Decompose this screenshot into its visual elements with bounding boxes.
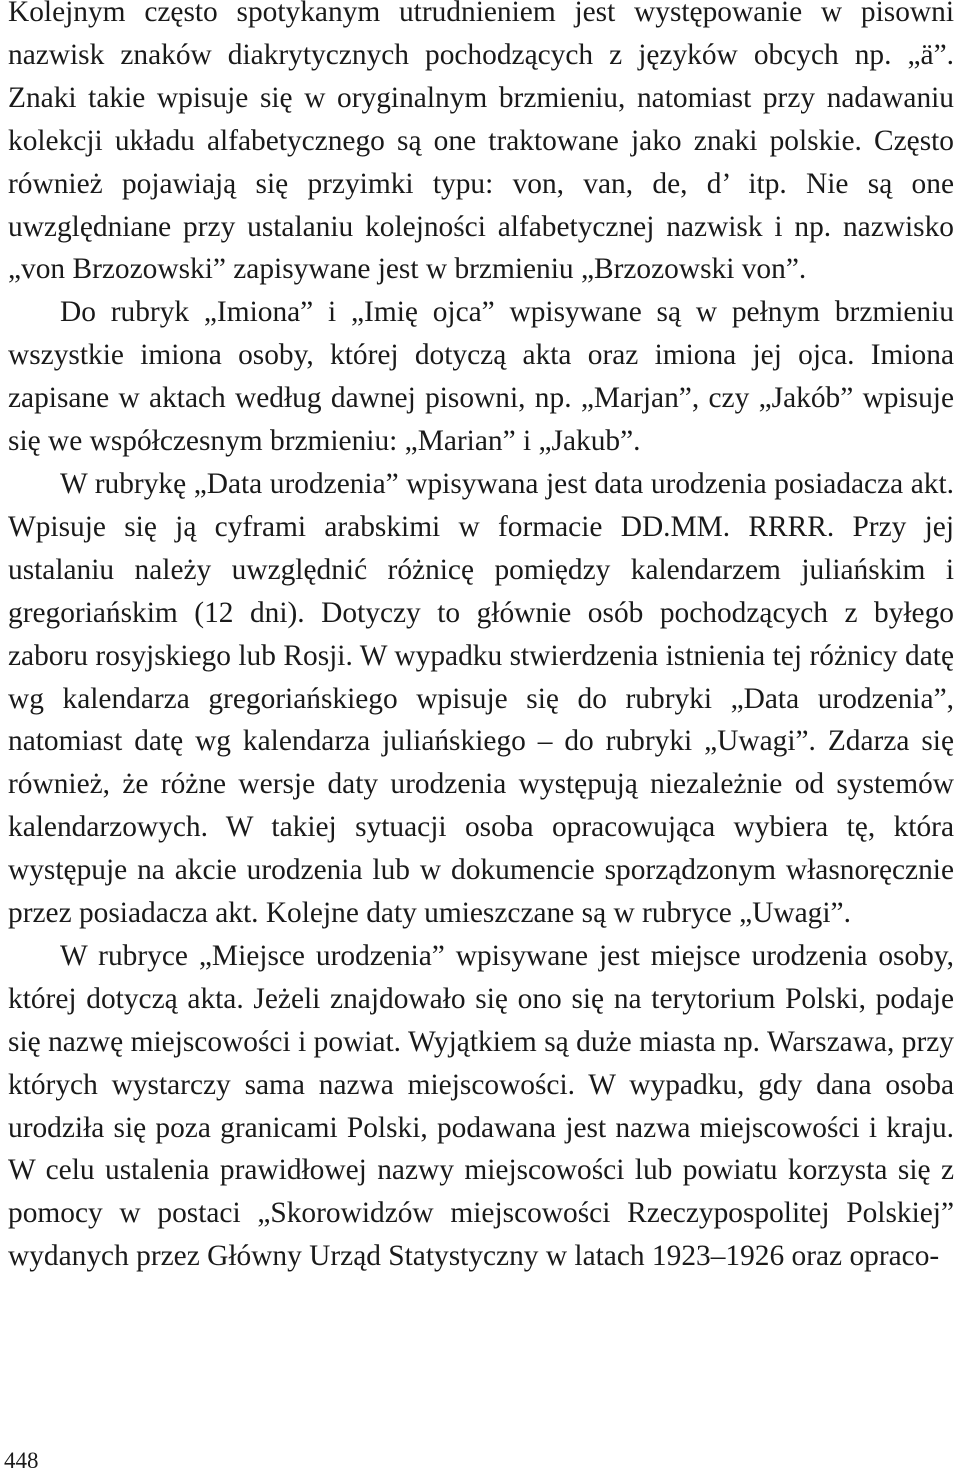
- page-number: 448: [4, 1448, 39, 1473]
- paragraph-first-names: Do rubryk „Imiona” i „Imię ojca” wpisywane są w pełnym brzmieniu wszystkie imiona osoby, której dotyczą akta oraz imiona jej ojca. Imiona zapisane w aktach według dawnej pisowni, np. „Marjan”, czy „Jakób” wpisuje się we współczesnym brzmieniu: „Marian” i „Jakub”.: [8, 296, 954, 458]
- paragraph-birth-date: W rubrykę „Data urodzenia” wpisywana jest data urodzenia posiadacza akt. Wpisuje się ją cyframi arabskimi w formacie DD.MM. RRRR. Przy jej ustalaniu należy uwzględnić różnicę pomiędzy kalendarzem juliańskim i gregoriańskim (12 dni). Dotyczy to głównie osób pochodzących z byłego zaboru rosyjskiego lub Rosji. W wypadku stwierdzenia istnienia tej różnicy datę wg kalendarza gregoriańskiego wpisuje się do rubryki „Data urodzenia”, natomiast datę wg kalendarza juliańskiego – do rubryki „Uwagi”. Zdarza się również, że różne wersje daty urodzenia występują niezależnie od systemów kalendarzowych. W takiej sytuacji osoba opracowująca wybiera tę, która występuje na akcie urodzenia lub w dokumencie sporządzonym własnoręcznie przez posiadacza akt. Kolejne daty umieszczane są w rubryce „Uwagi”.: [8, 467, 954, 930]
- paragraph-birth-place: W rubryce „Miejsce urodzenia” wpisywane jest miejsce urodzenia osoby, której dotyczą akta. Jeżeli znajdowało się ono się na terytorium Polski, podaje się nazwę miejscowości i powiat. Wyjątkiem są duże miasta np. Warszawa, przy których wystarczy sama nazwa miejscowości. W wypadku, gdy dana osoba urodziła się poza granicami Polski, podawana jest nazwa miejscowości i kraju. W celu ustalenia prawidłowej nazwy miejscowości lub powiatu korzysta się z pomocy w postaci „Skorowidzów miejscowości Rzeczypospolitej Polskiej” wydanych przez Główny Urząd Statystyczny w latach 1923–1926 oraz opraco-: [8, 939, 954, 1273]
- body-text: [8, 0, 954, 1278]
- paragraph-surname-diacritics: Kolejnym często spotykanym utrudnieniem jest występowanie w pisowni nazwisk znaków diakrytycznych pochodzących z języków obcych np. „ä”. Znaki takie wpisuje się w oryginalnym brzmieniu, natomiast przy nadawaniu kolekcji układu alfabetycznego są one traktowane jako znaki polskie. Często również pojawiają się przyimki typu: von, van, de, d’ itp. Nie są one uwzględniane przy ustalaniu kolejności alfabetycznej nazwisk i np. nazwisko „von Brzozowski” zapisywane jest w brzmieniu „Brzozowski von”.: [8, 0, 954, 286]
